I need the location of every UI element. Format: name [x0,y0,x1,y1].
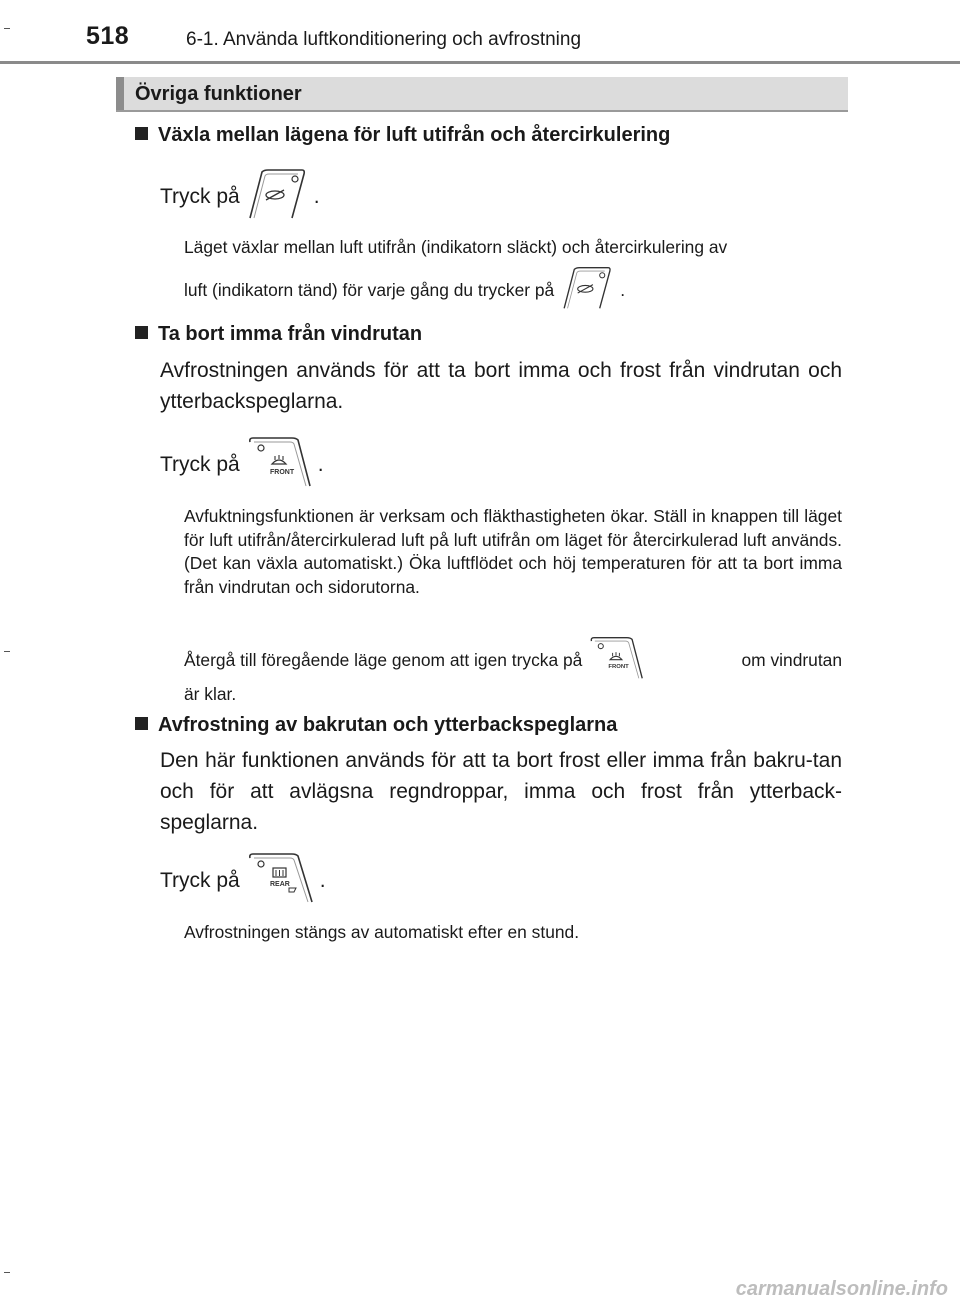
recirc-note-line1: Läget växlar mellan luft utifrån (indikatorn släckt) och återcirkulering av [184,237,728,257]
section-header [116,77,848,112]
section-header-accent [116,77,124,110]
front-defog-return-text: Återgå till föregående läge genom att igen trycka på [184,650,583,670]
footer-watermark[interactable]: carmanualsonline.info [735,1278,948,1300]
front-defog-note: Avfuktningsfunktionen är verksam och fläkthastigheten ökar. Ställ in knappen till läget för luft utifrån/återcirkulerad luft på luft utifrån om läget för återcirkulerad luft används. (Det kan växla automatiskt.) Öka luftflödet och höj temperaturen för att ta bort imma från vindrutan och sidorutorna. [184,506,842,597]
margin-mark-middle [4,651,10,652]
recirc-heading-text: Växla mellan lägena för luft utifrån och återcirkulering [158,124,671,146]
recirc-press-text: Tryck på [160,185,240,208]
recirc-note-line2-text: luft (indikatorn tänd) för varje gång du trycker på [184,280,555,300]
running-head: 6-1. Använda luftkonditionering och avfrostning [186,29,582,50]
front-defog-press-text: Tryck på [160,453,240,476]
bullet-square-icon [135,717,148,730]
recirc-note-period: . [620,280,626,300]
rear-button-label: REAR [269,881,290,888]
section-title: Övriga funktioner [135,83,302,105]
margin-mark-top [4,28,10,29]
front-defog-heading-text: Ta bort imma från vindrutan [158,323,423,345]
rear-defog-body: Den här funktionen används för att ta bort frost eller imma från bakru-tan och för att avlägsna regndroppar, imma och frost från ytterback-speglarna. [160,749,842,834]
rear-defog-press-period: . [319,869,326,892]
recirc-press-line [160,168,320,226]
margin-mark-bottom [4,1272,10,1273]
front-defroster-button-small-icon [588,636,644,685]
front-button-label: FRONT [269,469,294,476]
front-defog-heading [135,323,422,346]
rear-defog-note: Avfrostningen stängs av automatiskt efter en stund. [184,922,580,942]
rear-defogger-button-icon [246,852,314,910]
front-defroster-button-icon [246,436,312,494]
recirc-note-line2 [184,266,842,315]
front-button-label-small: FRONT [608,664,630,671]
front-defog-body: Avfrostningen används för att ta bort imma och frost från vindrutan och ytterbackspeglarna. [160,359,842,413]
rear-defog-press-line [160,852,326,910]
header-rule [0,61,960,64]
rear-defog-heading [135,714,617,737]
recirculation-button-small-icon [560,266,614,315]
front-defog-return-end: är klar. [184,684,237,704]
front-defog-return-after: om vindrutan [741,650,842,670]
recirc-press-period: . [313,185,320,208]
front-defog-press-period: . [317,453,324,476]
recirc-heading [135,124,670,147]
bullet-square-icon [135,326,148,339]
front-defog-return-line [184,636,842,685]
recirculation-button-icon [246,168,308,226]
rear-defog-heading-text: Avfrostning av bakrutan och ytterbackspeglarna [158,714,618,736]
rear-defog-press-text: Tryck på [160,869,240,892]
bullet-square-icon [135,127,148,140]
page-number: 518 [86,22,130,50]
front-defog-press-line [160,436,324,494]
